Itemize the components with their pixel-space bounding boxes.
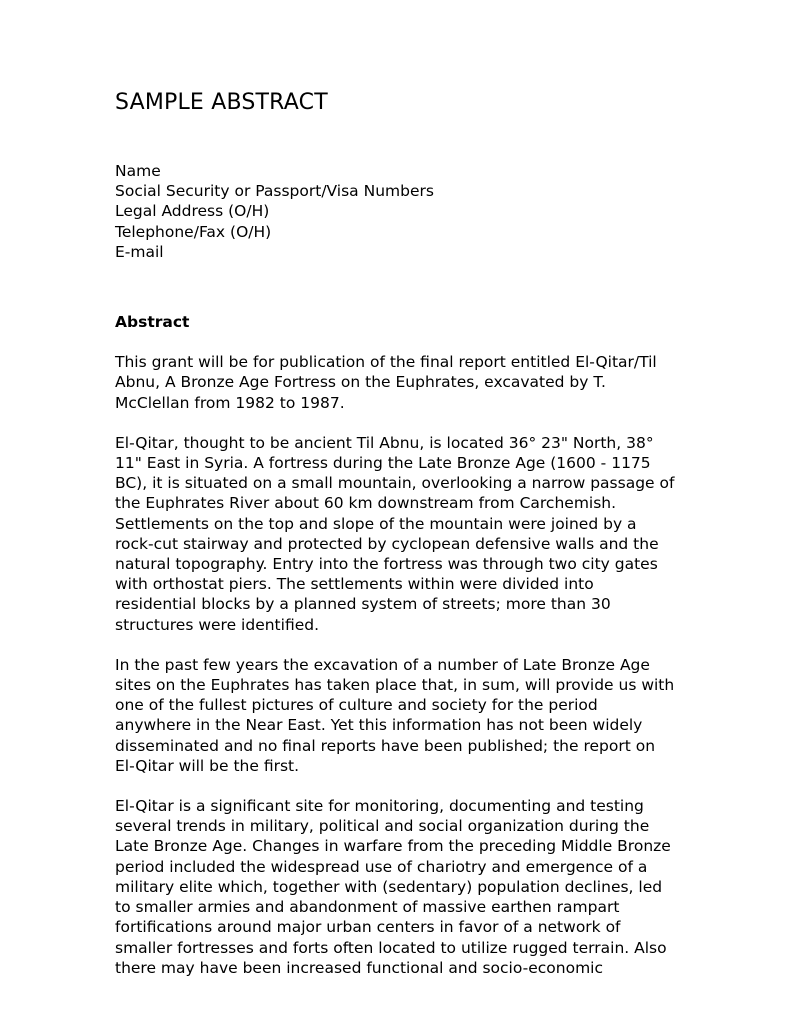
contact-field-name: Name [115,162,161,180]
abstract-paragraph-2: El-Qitar, thought to be ancient Til Abnu, is located 36° 23" North, 38° 11" East in Syria. A fortress during the Late Bronze Age (1600 - 1175 BC), it is situated on a small mountain, overlooking a narrow passage of the Euphrates River about 60 km downstream from Carchemish. Settlements on the top and slope of the mountain were joined by a rock-cut stairway and protected by cyclopean defensive walls and the natural topography. Entry into the fortress was through two city gates with orthostat piers. The settlements within were divided into residential blocks by a planned system of streets; more than 30 structures were identified. [115,433,675,634]
document-body [115,0,677,978]
abstract-paragraph-4: El-Qitar is a significant site for monitoring, documenting and testing several trends in military, political and social organization during the Late Bronze Age. Changes in warfare from the preceding Middle Bronze period included the widespread use of chariotry and emergence of a military elite which, together with (sedentary) population declines, led to smaller armies and abandonment of massive earthen rampart fortifications around major urban centers in favor of a network of smaller fortresses and forts often located to utilize rugged terrain. Also there may have been increased functional and socio-economic [115,797,671,977]
contact-info-block [115,116,677,262]
contact-field-email: E-mail [115,242,164,261]
abstract-paragraph-3: In the past few years the excavation of a number of Late Bronze Age sites on the Euphrates has taken place that, in sum, will provide us with one of the fullest pictures of culture and society for the period anywhere in the Near East. Yet this information has not been widely disseminated and no final reports have been published; the report on El-Qitar will be the first. [115,655,675,775]
page-title: SAMPLE ABSTRACT [115,90,328,115]
contact-field-legal-address: Legal Address (O/H) [115,202,270,221]
contact-field-identification-numbers: Social Security or Passport/Visa Numbers [115,182,434,201]
section-heading-abstract: Abstract [115,313,190,332]
contact-field-telephone-fax: Telephone/Fax (O/H) [115,222,272,241]
abstract-paragraph-1: This grant will be for publication of the final report entitled El-Qitar/Til Abnu, A Bronze Age Fortress on the Euphrates, excavated by T. McClellan from 1982 to 1987. [115,353,657,412]
